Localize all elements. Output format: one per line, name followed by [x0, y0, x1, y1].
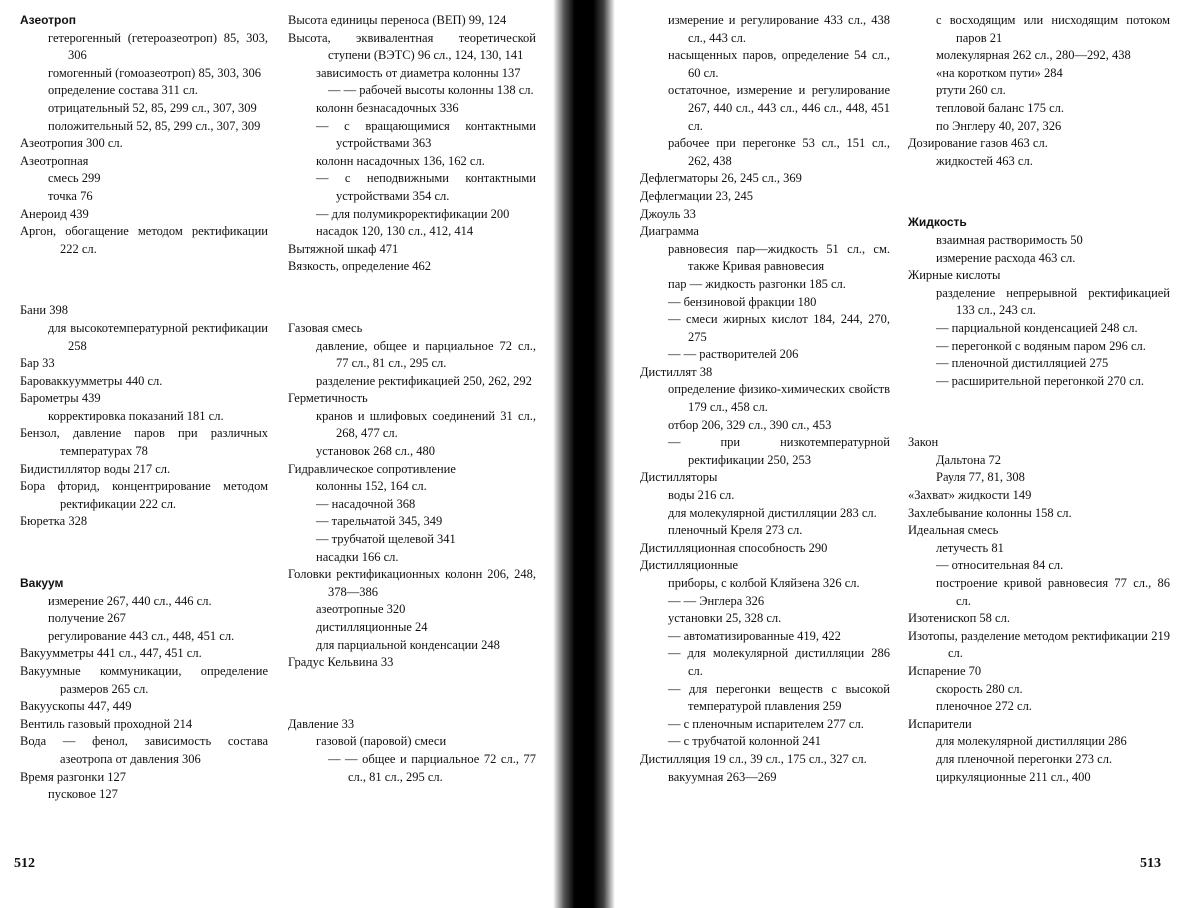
index-subentry: азеотропные 320	[316, 602, 406, 617]
index-heading: Джоуль 33	[640, 206, 696, 221]
section-spacer	[20, 531, 268, 575]
index-heading: Диаграмма	[640, 224, 699, 239]
index-heading: Давление 33	[288, 716, 355, 731]
index-subentry: пусковое 127	[48, 787, 118, 802]
index-subentry: регулирование 443 сл., 448, 451 сл.	[48, 628, 235, 643]
index-subentry: — для молекулярной дистилляции 286 сл.	[668, 646, 890, 678]
index-heading: Азеотроп	[20, 13, 76, 27]
page-number-left: 512	[14, 856, 35, 871]
index-subentry: установки 25, 328 сл.	[668, 611, 782, 626]
index-heading: Вакуускопы 447, 449	[20, 699, 132, 714]
index-heading: Вакуумметры 441 сл., 447, 451 сл.	[20, 646, 202, 661]
index-subentry: воды 216 сл.	[668, 488, 735, 503]
index-heading: Испарение 70	[908, 664, 982, 678]
index-subentry: — пленочной дистилляцией 275	[936, 356, 1109, 371]
index-subentry: вакуумная 263—269	[668, 769, 777, 784]
index-subentry: — — общее и парциальное 72 сл., 77 сл., 81 сл., 295 сл.	[328, 751, 536, 784]
index-subentry: — насадочной 368	[316, 496, 416, 511]
index-subentry: для высокотемпературной ректификации 258	[48, 320, 268, 353]
index-subentry: разделение непрерывной ректификацией 133 сл., 243 сл.	[936, 285, 1170, 318]
index-heading: Испарители	[908, 716, 972, 731]
index-subentry: точка 76	[48, 188, 93, 203]
index-subentry: для молекулярной дистилляции 286	[936, 734, 1127, 749]
index-subentry: колонны 152, 164 сл.	[316, 479, 427, 494]
index-subentry: для пленочной перегонки 273 сл.	[936, 751, 1113, 766]
index-subentry: пар — жидкость разгонки 185 сл.	[668, 276, 846, 291]
index-subentry: Дальтона 72	[936, 452, 1002, 467]
index-heading: Градус Кельвина 33	[288, 655, 394, 670]
index-heading: Высота единицы переноса (ВЕП) 99, 124	[288, 13, 507, 27]
index-subentry: приборы, с колбой Кляйзена 326 сл.	[668, 576, 860, 590]
index-heading: Жирные кислоты	[908, 268, 1001, 283]
index-subentry: рабочее при перегонке 53 сл., 151 сл., 262, 438	[668, 136, 890, 168]
index-subentry: — трубчатой щелевой 341	[316, 532, 456, 547]
index-heading: Вакуум	[20, 576, 64, 591]
index-subentry: — при низкотемпературной ректификации 250, 253	[668, 435, 890, 467]
index-subentry: — — растворителей 206	[668, 347, 799, 362]
index-subentry: корректировка показаний 181 сл.	[48, 408, 224, 423]
index-column-b	[288, 12, 536, 786]
section-spacer	[20, 258, 268, 302]
index-subentry: — с трубчатой колонной 241	[668, 734, 822, 749]
index-subentry: — с вращающимися контактными устройствами 363	[316, 118, 536, 151]
index-heading: Вода — фенол, зависимость состава азеотропа от давления 306	[20, 734, 268, 766]
index-subentry: для молекулярной дистилляции 283 сл.	[668, 505, 877, 520]
index-subentry: тепловой баланс 175 сл.	[936, 100, 1065, 115]
index-subentry: для парциальной конденсации 248	[316, 637, 500, 652]
index-heading: Аргон, обогащение методом ректификации 222 сл.	[20, 224, 268, 256]
index-heading: «Захват» жидкости 149	[908, 488, 1032, 503]
index-subentry: — с пленочным испарителем 277 сл.	[668, 716, 864, 731]
index-heading: Бензол, давление паров при различных температурах 78	[20, 426, 268, 459]
index-subentry: определение физико-химических свойств 179 сл., 458 сл.	[668, 382, 890, 415]
index-subentry: взаимная растворимость 50	[936, 232, 1083, 247]
index-subentry: — относительная 84 сл.	[936, 558, 1064, 573]
index-heading: Головки ректификационных колонн 206, 248, 378—386	[288, 567, 536, 599]
index-subentry: — для полумикроректификации 200	[316, 206, 510, 221]
page-number-right: 513	[1140, 856, 1161, 871]
index-subentry: гомогенный (гомоазеотроп) 85, 303, 306	[48, 65, 261, 80]
index-heading: Высота, эквивалентная теоретической ступени (ВЭТС) 96 сл., 124, 130, 141	[288, 30, 536, 63]
index-subentry: отбор 206, 329 сл., 390 сл., 453	[668, 417, 832, 432]
book-gutter	[553, 0, 615, 908]
index-subentry: — тарельчатой 345, 349	[316, 514, 443, 529]
index-heading: Дозирование газов 463 сл.	[908, 136, 1048, 151]
index-subentry: — с неподвижными контактными устройствами 354 сл.	[316, 171, 536, 203]
index-heading: Изотопы, разделение методом ректификации 219 сл.	[908, 628, 1170, 661]
index-heading: Бюретка 328	[20, 514, 88, 529]
index-subentry: «на коротком пути» 284	[936, 65, 1063, 80]
index-subentry: — — рабочей высоты колонны 138 сл.	[328, 83, 534, 98]
index-subentry: положительный 52, 85, 299 сл., 307, 309	[48, 118, 261, 133]
index-heading: Дистиллят 38	[640, 364, 713, 379]
section-spacer	[288, 276, 536, 320]
index-heading: Азеотропная	[20, 153, 89, 168]
index-subentry: кранов и шлифовых соединений 31 сл., 268, 477 сл.	[316, 408, 536, 441]
index-subentry: газовой (паровой) смеси	[316, 734, 447, 749]
index-subentry: — для перегонки веществ с высокой температурой плавления 259	[668, 681, 890, 714]
index-heading: Газовая смесь	[288, 320, 363, 335]
index-heading: Вязкость, определение 462	[288, 259, 432, 274]
index-subentry: насыщенных паров, определение 54 сл., 60 сл.	[668, 48, 890, 80]
index-subentry: измерение расхода 463 сл.	[936, 250, 1076, 265]
index-subentry: — парциальной конденсацией 248 сл.	[936, 320, 1138, 335]
index-subentry: насадки 166 сл.	[316, 549, 399, 564]
index-subentry: отрицательный 52, 85, 299 сл., 307, 309	[48, 100, 257, 115]
index-subentry: — бензиновой фракции 180	[668, 294, 817, 309]
index-subentry: дистилляционные 24	[316, 620, 428, 634]
index-subentry: молекулярная 262 сл., 280—292, 438	[936, 48, 1131, 63]
index-heading: Время разгонки 127	[20, 769, 127, 784]
index-heading: Бани 398	[20, 303, 68, 318]
index-subentry: — расширительной перегонкой 270 сл.	[936, 373, 1145, 388]
index-heading: Анероид 439	[20, 206, 89, 221]
index-heading: Дистилляционные	[640, 558, 739, 573]
index-subentry: — — Энглера 326	[668, 593, 765, 608]
section-spacer	[908, 390, 1170, 434]
index-subentry: летучесть 81	[936, 540, 1004, 555]
index-subentry: Рауля 77, 81, 308	[936, 470, 1025, 485]
index-heading: Гидравлическое сопротивление	[288, 461, 456, 476]
index-subentry: — перегонкой с водяным паром 296 сл.	[936, 338, 1146, 353]
index-subentry: — смеси жирных кислот 184, 244, 270, 275	[668, 312, 890, 344]
index-heading: Вентиль газовый проходной 214	[20, 716, 193, 731]
index-subentry: смесь 299	[48, 171, 101, 186]
index-heading: Идеальная смесь	[908, 523, 999, 538]
index-subentry: равновесия пар—жидкость 51 сл., см. также Кривая равновесия	[668, 241, 890, 274]
index-subentry: пленочное 272 сл.	[936, 699, 1032, 714]
index-heading: Бар 33	[20, 356, 55, 371]
index-heading: Герметичность	[288, 391, 368, 406]
index-subentry: измерение 267, 440 сл., 446 сл.	[48, 593, 212, 608]
index-column-d	[908, 12, 1170, 786]
index-heading: Бора фторид, концентрирование методом ректификации 222 сл.	[20, 479, 268, 511]
index-subentry: колонн насадочных 136, 162 сл.	[316, 153, 485, 168]
index-heading: Дефлегматоры 26, 245 сл., 369	[640, 171, 802, 186]
index-subentry: жидкостей 463 сл.	[936, 153, 1033, 168]
index-heading: Изотенископ 58 сл.	[908, 611, 1010, 626]
index-heading: Азеотропия 300 сл.	[20, 136, 123, 151]
index-subentry: зависимость от диаметра колонны 137	[316, 65, 521, 80]
index-subentry: построение кривой равновесия 77 сл., 86 сл.	[936, 576, 1170, 608]
index-subentry: скорость 280 сл.	[936, 681, 1023, 696]
index-column-a	[20, 12, 268, 804]
index-heading: Бидистиллятор воды 217 сл.	[20, 461, 171, 476]
index-subentry: пленочный Креля 273 сл.	[668, 523, 803, 538]
index-column-c	[640, 12, 890, 786]
index-subentry: определение состава 311 сл.	[48, 83, 198, 98]
section-spacer	[288, 672, 536, 716]
section-spacer	[908, 170, 1170, 214]
index-subentry: установок 268 сл., 480	[316, 444, 435, 459]
index-subentry: давление, общее и парциальное 72 сл., 77 сл., 81 сл., 295 сл.	[316, 338, 536, 371]
index-subentry: по Энглеру 40, 207, 326	[936, 118, 1062, 133]
index-subentry: измерение и регулирование 433 сл., 438 сл., 443 сл.	[668, 13, 890, 45]
index-subentry: — автоматизированные 419, 422	[668, 628, 841, 643]
index-heading: Вытяжной шкаф 471	[288, 241, 399, 256]
index-subentry: гетерогенный (гетероазеотроп) 85, 303, 306	[48, 30, 268, 63]
index-heading: Вакуумные коммуникации, определение размеров 265 сл.	[20, 664, 268, 696]
index-subentry: разделение ректификацией 250, 262, 292	[316, 373, 532, 388]
index-subentry: с восходящим или нисходящим потоком паров 21	[936, 13, 1170, 45]
left-page	[0, 0, 560, 908]
index-heading: Закон	[908, 435, 939, 450]
index-heading: Дистилляторы	[640, 470, 718, 485]
index-heading: Захлебывание колонны 158 сл.	[908, 505, 1072, 520]
index-subentry: колонн безнасадочных 336	[316, 100, 459, 115]
index-subentry: ртути 260 сл.	[936, 83, 1006, 98]
index-subentry: насадок 120, 130 сл., 412, 414	[316, 224, 474, 239]
index-heading: Бароваккуумметры 440 сл.	[20, 373, 163, 388]
right-page	[620, 0, 1200, 908]
index-heading: Дистилляция 19 сл., 39 сл., 175 сл., 327 сл.	[640, 751, 867, 766]
index-heading: Жидкость	[908, 215, 967, 230]
index-subentry: циркуляционные 211 сл., 400	[936, 769, 1091, 784]
index-subentry: получение 267	[48, 611, 126, 626]
index-subentry: остаточное, измерение и регулирование 267, 440 сл., 443 сл., 446 сл., 448, 451 сл.	[668, 83, 890, 133]
index-heading: Дефлегмации 23, 245	[640, 188, 753, 203]
index-heading: Барометры 439	[20, 391, 101, 406]
index-heading: Дистилляционная способность 290	[640, 540, 828, 555]
